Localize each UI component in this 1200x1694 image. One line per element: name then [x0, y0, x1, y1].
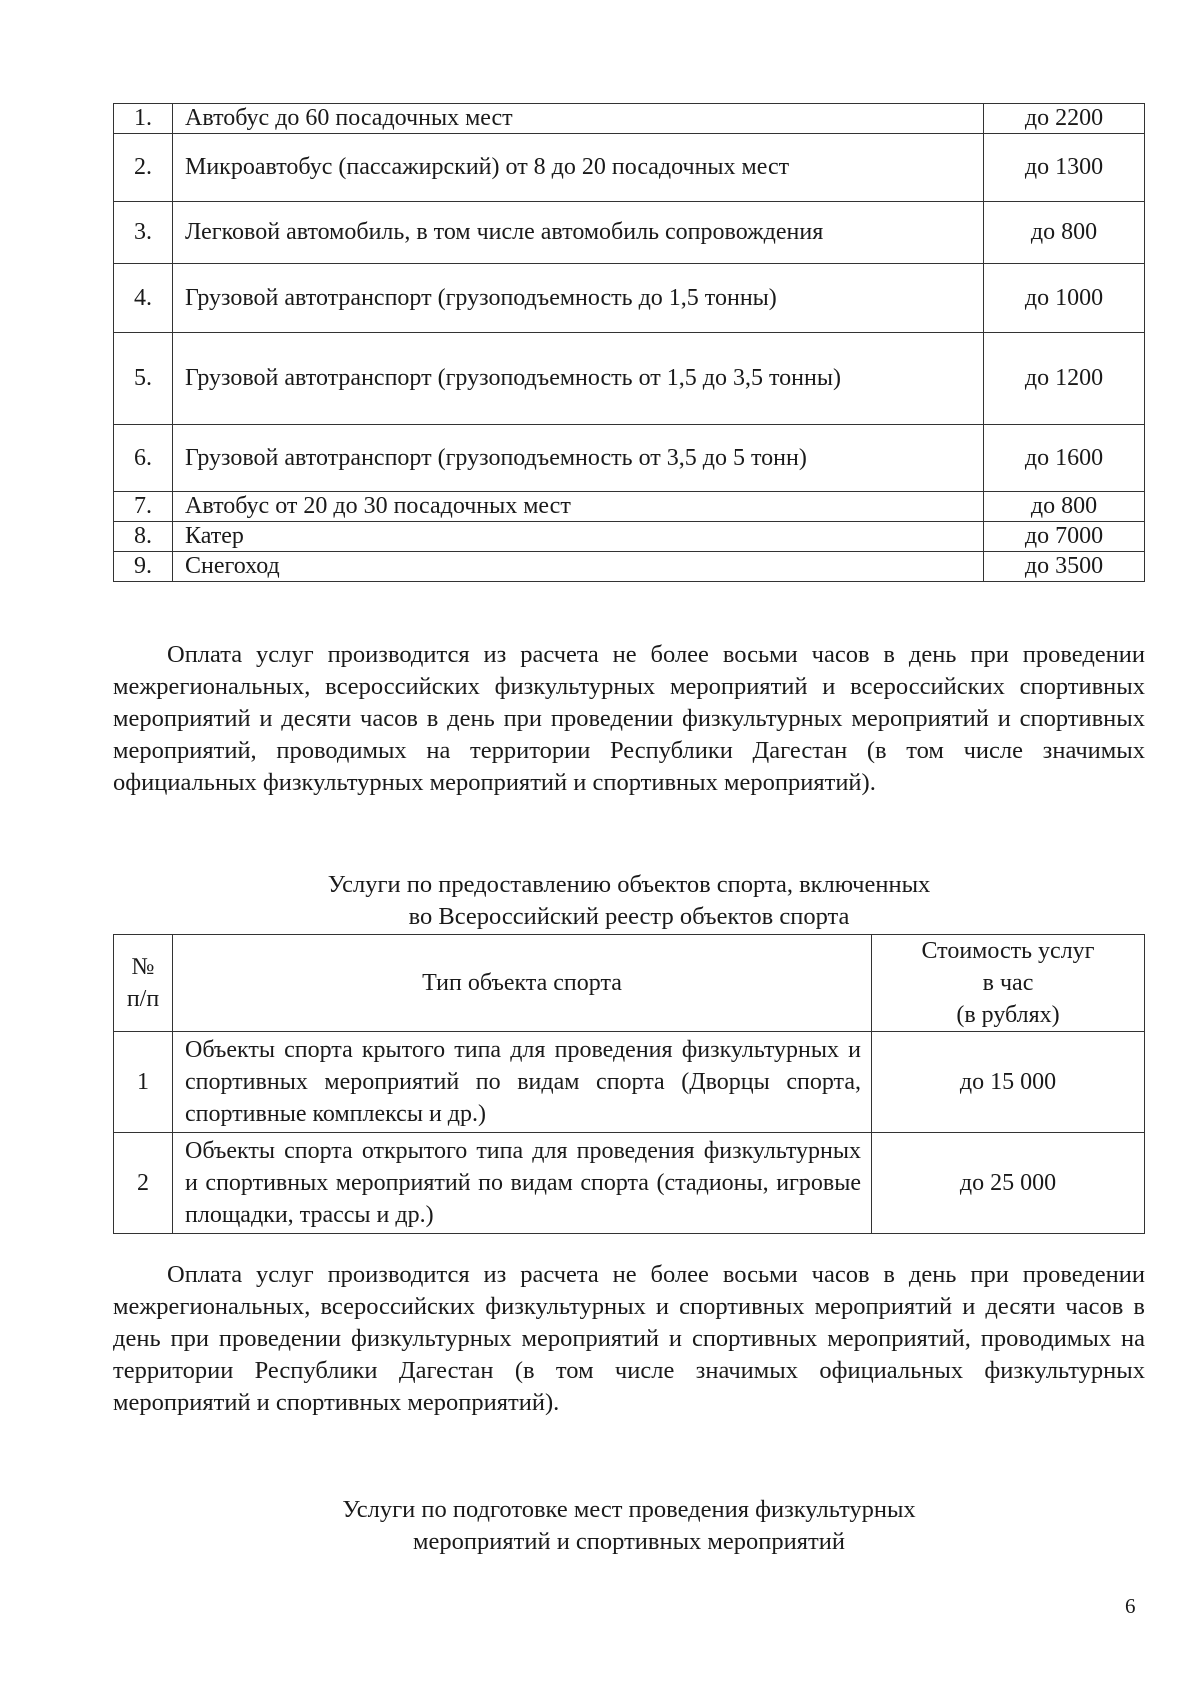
row-number: 9. — [114, 552, 173, 582]
vehicle-name: Автобус до 60 посадочных мест — [173, 104, 984, 134]
table-row — [114, 104, 1145, 134]
vehicle-name: Микроавтобус (пассажирский) от 8 до 20 посадочных мест — [173, 134, 984, 202]
table-row — [114, 202, 1145, 264]
header-price-line: Стоимость услуг — [921, 938, 1095, 964]
facility-price: до 15 000 — [872, 1032, 1145, 1133]
row-number: 1. — [114, 104, 173, 134]
row-number: 2 — [114, 1133, 173, 1234]
transport-price-table — [113, 103, 1145, 582]
header-number — [114, 935, 173, 1032]
table-row — [114, 333, 1145, 425]
table-row — [114, 1032, 1145, 1133]
header-num-label: п/п — [126, 986, 160, 1012]
facility-price: до 25 000 — [872, 1133, 1145, 1234]
table-row — [114, 522, 1145, 552]
row-number: 8. — [114, 522, 173, 552]
preparation-section-title — [113, 1494, 1145, 1558]
header-type: Тип объекта спорта — [173, 935, 872, 1032]
vehicle-price: до 1300 — [984, 134, 1145, 202]
vehicle-name: Грузовой автотранспорт (грузоподъемность до 1,5 тонны) — [173, 264, 984, 333]
header-price-line: в час — [982, 970, 1034, 996]
table-row — [114, 492, 1145, 522]
title-line: во Всероссийский реестр объектов спорта — [408, 903, 850, 930]
vehicle-price: до 3500 — [984, 552, 1145, 582]
vehicle-name: Легковой автомобиль, в том числе автомобиль сопровождения — [173, 202, 984, 264]
header-price-line: (в рублях) — [956, 1002, 1060, 1028]
vehicle-price: до 800 — [984, 202, 1145, 264]
vehicle-name: Катер — [173, 522, 984, 552]
row-number: 6. — [114, 425, 173, 492]
facility-type: Объекты спорта открытого типа для проведения физкультурных и спортивных мероприятий по видам спорта (стадионы, игровые площадки, трассы и др.) — [173, 1133, 872, 1234]
vehicle-price: до 1600 — [984, 425, 1145, 492]
table-row — [114, 1133, 1145, 1234]
table-row — [114, 552, 1145, 582]
header-price — [872, 935, 1145, 1032]
title-line: мероприятий и спортивных мероприятий — [413, 1528, 845, 1555]
vehicle-name: Грузовой автотранспорт (грузоподъемность от 3,5 до 5 тонн) — [173, 425, 984, 492]
table-row — [114, 264, 1145, 333]
vehicle-price: до 2200 — [984, 104, 1145, 134]
payment-terms-paragraph: Оплата услуг производится из расчета не более восьми часов в день при проведении межрегиональных, всероссийских физкультурных и спортивных мероприятий и десяти часов в день при проведении физкультурных мероприятий и спортивных мероприятий, проводимых на территории Республики Дагестан (в том числе значимых официальных физкультурных мероприятий и спортивных мероприятий). — [113, 1261, 1145, 1416]
row-number: 4. — [114, 264, 173, 333]
row-number: 7. — [114, 492, 173, 522]
vehicle-price: до 1200 — [984, 333, 1145, 425]
page-number: 6 — [1125, 1594, 1136, 1618]
row-number: 3. — [114, 202, 173, 264]
vehicle-price: до 7000 — [984, 522, 1145, 552]
title-line: Услуги по предоставлению объектов спорта, включенных — [327, 871, 931, 898]
row-number: 1 — [114, 1032, 173, 1133]
vehicle-name: Грузовой автотранспорт (грузоподъемность от 1,5 до 3,5 тонны) — [173, 333, 984, 425]
header-num-symbol: № — [131, 954, 155, 980]
table-row — [114, 425, 1145, 492]
vehicle-price: до 1000 — [984, 264, 1145, 333]
sport-facilities-table — [113, 934, 1145, 1234]
row-number: 5. — [114, 333, 173, 425]
vehicle-price: до 800 — [984, 492, 1145, 522]
payment-terms-paragraph: Оплата услуг производится из расчета не более восьми часов в день при проведении межрегиональных, всероссийских физкультурных мероприятий и всероссийских спортивных мероприятий и десяти часов в день при проведении физкультурных мероприятий и спортивных мероприятий, проводимых на территории Республики Дагестан (в том числе значимых официальных физкультурных мероприятий и спортивных мероприятий). — [113, 641, 1145, 796]
title-line: Услуги по подготовке мест проведения физкультурных — [342, 1496, 916, 1523]
facilities-section-title — [113, 869, 1145, 933]
row-number: 2. — [114, 134, 173, 202]
vehicle-name: Автобус от 20 до 30 посадочных мест — [173, 492, 984, 522]
table-row — [114, 134, 1145, 202]
table-header-row — [114, 935, 1145, 1032]
vehicle-name: Снегоход — [173, 552, 984, 582]
facility-type: Объекты спорта крытого типа для проведения физкультурных и спортивных мероприятий по видам спорта (Дворцы спорта, спортивные комплексы и др.) — [173, 1032, 872, 1133]
